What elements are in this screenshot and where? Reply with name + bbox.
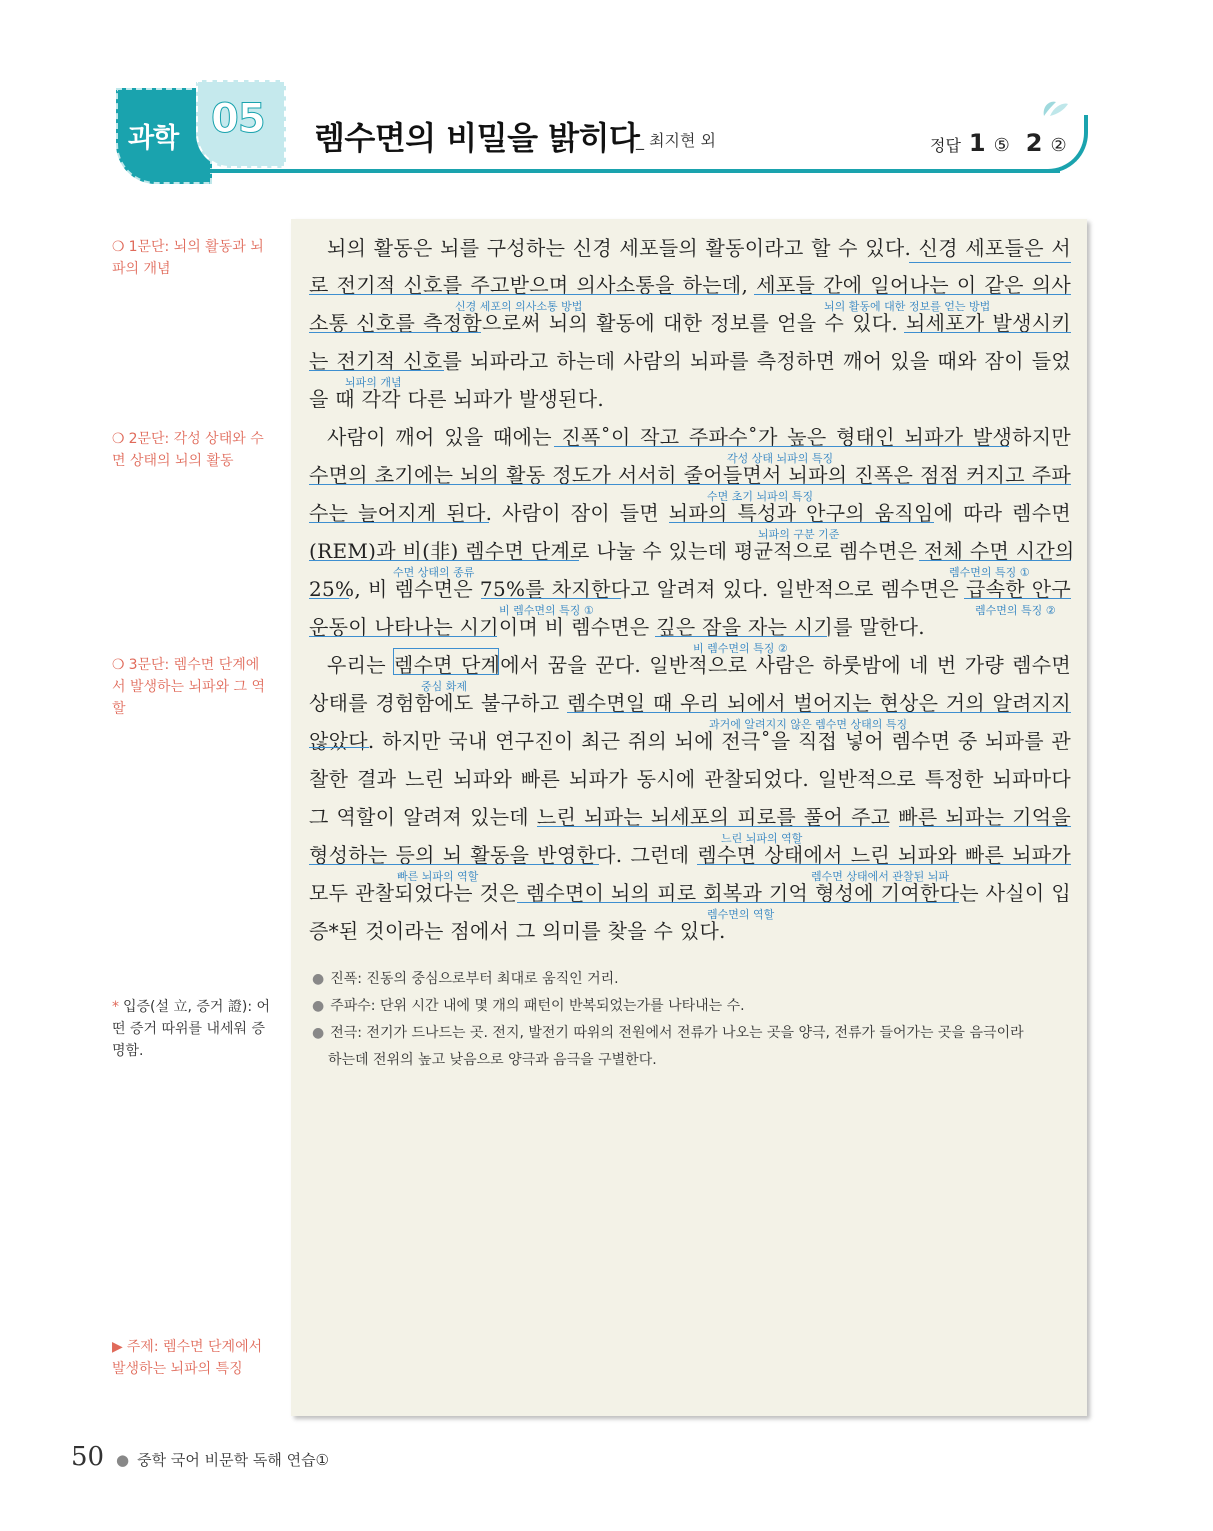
annotation: 렘수면의 특징 ②	[975, 604, 1056, 617]
side-p3: ❍ 3문단: 렘수면 단계에서 발생하는 뇌파와 그 역할	[112, 657, 266, 717]
underline	[309, 522, 489, 523]
underline	[697, 864, 1071, 865]
passage-line: 는 전기적 신호를 뇌파라고 하는데 사람의 뇌파를 측정하면 깨어 있을 때와 잠이 들었	[309, 349, 1071, 373]
side-theme: ▶ 주제: 렘수면 단계에서 발생하는 뇌파의 특징	[112, 1339, 263, 1377]
page-title: 렘수면의 비밀을 밝히다	[314, 119, 640, 157]
footnote-frequency: ● 주파수: 단위 시간 내에 몇 개의 패턴이 반복되었는가를 나타내는 수.	[312, 998, 745, 1014]
underline	[309, 332, 481, 333]
passage-line: 로 전기적 신호를 주고받으며 의사소통을 하는데, 세포들 간에 일어나는 이 같은 의사	[309, 273, 1071, 297]
underline	[754, 294, 1071, 295]
underline	[309, 294, 739, 295]
underline	[309, 636, 497, 637]
underline	[904, 332, 1071, 333]
underline	[655, 636, 827, 637]
underline	[554, 446, 1009, 447]
bullet-icon: ●	[312, 971, 325, 987]
annotation: 비 렘수면의 특징 ②	[693, 642, 788, 655]
footnote-amplitude: ● 진폭: 진동의 중심으로부터 최대로 움직인 거리.	[312, 971, 619, 987]
lesson-number: 05	[211, 96, 265, 142]
annotation: 뇌파의 개념	[345, 376, 402, 389]
annotation: 중심 화제	[421, 680, 468, 693]
side-vocab-note: * 입증(설 立, 증거 證): 어떤 증거 따위를 내세워 증명함.	[112, 999, 271, 1059]
circle-bullet-icon: ❍	[112, 239, 125, 255]
annotation: 수면 상태의 종류	[393, 566, 475, 579]
annotation: 렘수면의 특징 ①	[949, 566, 1030, 579]
underline	[309, 864, 599, 865]
answer2-num: 2	[1025, 129, 1043, 157]
arrow-icon: ▶	[112, 1339, 123, 1355]
annotation: 뇌의 활동에 대한 정보를 얻는 방법	[824, 300, 991, 313]
passage-line: 을 때 각각 다른 뇌파가 발생된다.	[309, 387, 605, 411]
passage-line: 뇌의 활동은 뇌를 구성하는 신경 세포들의 활동이라고 할 수 있다. 신경 세포들은 서	[327, 236, 1071, 260]
underline	[309, 747, 369, 748]
bullet-icon: ●	[312, 998, 325, 1014]
underline	[909, 262, 1071, 263]
annotation: 렘수면 상태에서 관찰된 뇌파	[811, 870, 950, 883]
subject-label: 과학	[128, 123, 179, 154]
side-p1: ❍ 1문단: 뇌의 활동과 뇌파의 개념	[112, 239, 264, 277]
side-p2: ❍ 2문단: 각성 상태와 수면 상태의 뇌의 활동	[112, 431, 264, 469]
author: _ 최지현 외	[636, 131, 716, 150]
passage-line: 우리는 렘수면 단계에서 꿈을 꾼다. 일반적으로 사람은 하룻밤에 네 번 가량 렘수면	[327, 653, 1071, 677]
circle-bullet-icon: ❍	[112, 431, 125, 447]
bullet-icon: ●	[312, 1025, 325, 1041]
header-rule	[210, 169, 1060, 173]
passage-line: 증*된 것이라는 점에서 그 의미를 찾을 수 있다.	[309, 919, 726, 943]
underline	[537, 826, 889, 827]
annotation: 과거에 알려지지 않은 렘수면 상태의 특징	[709, 718, 908, 731]
passage-line: 않았다. 하지만 국내 연구진이 최근 쥐의 뇌에 전극˚을 직접 넣어 렘수면 중 뇌파를 관	[309, 729, 1071, 753]
passage-line: 운동이 나타나는 시기이며 비 렘수면은 깊은 잠을 자는 시기를 말한다.	[309, 615, 925, 639]
annotation: 수면 초기 뇌파의 특징	[707, 490, 814, 503]
passage-line: 형성하는 등의 뇌 활동을 반영한다. 그런데 렘수면 상태에서 느린 뇌파와 빠른 뇌파가	[309, 843, 1071, 867]
answer1-val: ⑤	[993, 135, 1010, 156]
passage-line: 상태를 경험함에도 불구하고 렘수면일 때 우리 뇌에서 벌어지는 현상은 거의 알려지지	[309, 691, 1071, 715]
annotation: 각성 상태 뇌파의 특징	[727, 452, 834, 465]
passage-line: 사람이 깨어 있을 때에는 진폭˚이 작고 주파수˚가 높은 형태인 뇌파가 발생하지만	[327, 425, 1071, 449]
leaf-icon	[1040, 98, 1070, 118]
passage-line: 찰한 결과 느린 뇌파와 빠른 뇌파가 동시에 관찰되었다. 일반적으로 특정한 뇌파마다	[309, 767, 1071, 791]
answer-key	[930, 129, 1075, 157]
passage-line: (REM)과 비(非) 렘수면 단계로 나눌 수 있는데 평균적으로 렘수면은 전체 수면 시간의	[309, 539, 1075, 563]
underline	[964, 598, 1071, 599]
annotation: 뇌파의 구분 기준	[758, 528, 840, 541]
passage-line: 수는 늘어지게 된다. 사람이 잠이 들면 뇌파의 특성과 안구의 움직임에 따라 렘수면	[309, 501, 1071, 525]
annotation: 비 렘수면의 특징 ①	[499, 604, 594, 617]
underline	[919, 560, 1071, 561]
annotation: 느린 뇌파의 역할	[721, 832, 803, 845]
underline	[481, 598, 621, 599]
page-number: 50	[71, 1442, 105, 1472]
bullet-icon: ●	[116, 1451, 130, 1469]
footnote-electrode: ● 전극: 전기가 드나드는 곳. 전지, 발전기 따위의 전원에서 전류가 나오는 곳을 양극, 전류가 들어가는 곳을 음극이라	[312, 1025, 1024, 1041]
underline	[567, 712, 1071, 713]
annotation: 렘수면의 역할	[707, 908, 775, 921]
star-icon: *	[112, 999, 119, 1015]
underline	[309, 370, 444, 371]
passage-line: 25%, 비 렘수면은 75%를 차지한다고 알려져 있다. 일반적으로 렘수면은 급속한 안구	[309, 577, 1071, 601]
circle-bullet-icon: ❍	[112, 657, 125, 673]
underline	[309, 484, 1071, 485]
book-title: ● 중학 국어 비문학 독해 연습①	[116, 1451, 330, 1469]
underline	[899, 826, 1071, 827]
answer-label: 정답	[930, 136, 961, 155]
underline	[669, 522, 934, 523]
topic-box	[393, 648, 499, 675]
underline	[309, 560, 579, 561]
underline	[517, 902, 959, 903]
annotation: 신경 세포의 의사소통 방법	[455, 300, 583, 313]
passage-line: 그 역할이 알려져 있는데 느린 뇌파는 뇌세포의 피로를 풀어 주고 빠른 뇌파는 기억을	[309, 805, 1071, 829]
answer2-val: ②	[1050, 135, 1067, 156]
footnote-electrode-cont: 하는데 전위의 높고 낮음으로 양극과 음극을 구별한다.	[328, 1052, 657, 1068]
passage-line: 모두 관찰되었다는 것은 렘수면이 뇌의 피로 회복과 기억 형성에 기여한다는 사실이 입	[309, 881, 1071, 905]
passage-line: 수면의 초기에는 뇌의 활동 정도가 서서히 줄어들면서 뇌파의 진폭은 점점 커지고 주파	[309, 463, 1071, 487]
underline	[309, 598, 349, 599]
answer1-num: 1	[968, 129, 986, 157]
passage-line: 소통 신호를 측정함으로써 뇌의 활동에 대한 정보를 얻을 수 있다. 뇌세포가 발생시키	[309, 311, 1071, 335]
annotation: 빠른 뇌파의 역할	[397, 870, 479, 883]
